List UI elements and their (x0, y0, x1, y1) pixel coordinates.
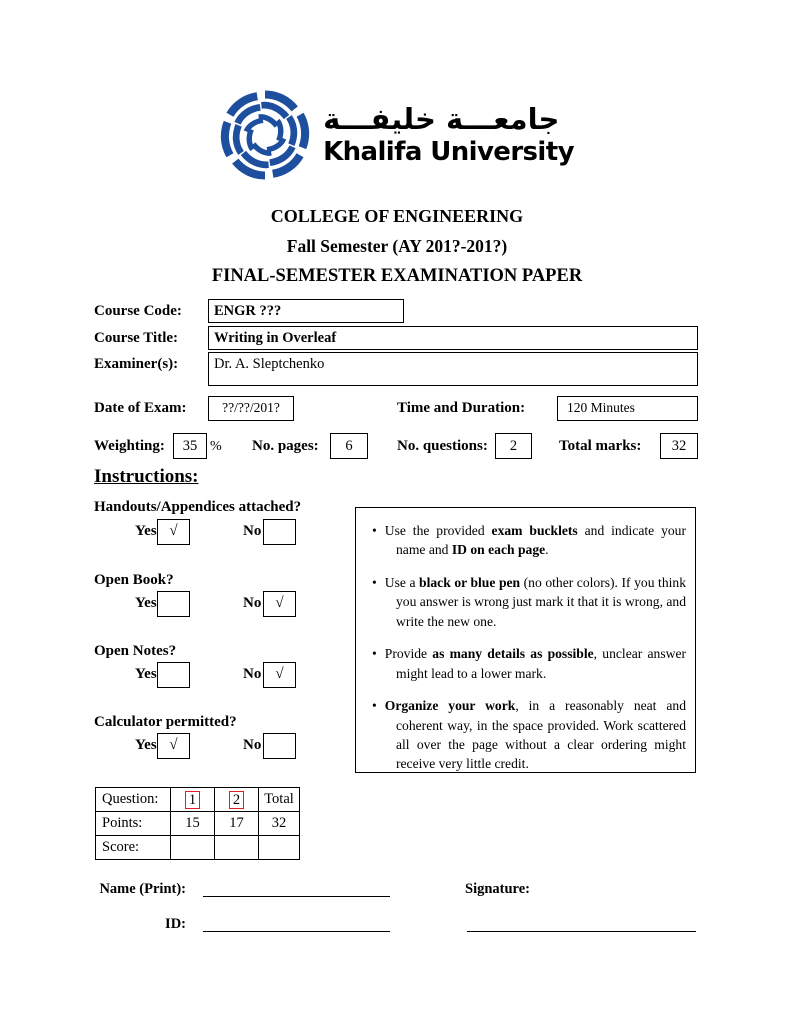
id-label: ID: (165, 916, 186, 932)
no-pages-label: No. pages: (252, 438, 319, 454)
points-total-cell: 32 (259, 812, 300, 836)
id-write-line (203, 915, 390, 932)
no-pages-field (330, 433, 368, 459)
weighting-label: Weighting: (94, 438, 165, 454)
date-of-exam-field (208, 396, 294, 421)
score-q1-cell (171, 836, 215, 860)
question-1-cell (171, 788, 215, 812)
instructions-heading: Instructions: (94, 466, 199, 487)
course-code-value: ENGR ??? (214, 303, 282, 319)
table-row (96, 812, 300, 836)
course-title-value: Writing in Overleaf (214, 330, 337, 346)
no-questions-label: No. questions: (397, 438, 488, 454)
open-book-no-checkbox: √ (263, 591, 296, 617)
time-duration-label: Time and Duration: (397, 400, 526, 416)
score-total-cell (259, 836, 300, 860)
calculator-no-checkbox (263, 733, 296, 759)
question-row-label: Question: (96, 788, 171, 812)
table-row (96, 836, 300, 860)
points-q2-cell: 17 (215, 812, 259, 836)
time-duration-value: 120 Minutes (567, 400, 635, 415)
score-row-label: Score: (96, 836, 171, 860)
course-code-field (208, 299, 404, 323)
exam-paper-title: FINAL-SEMESTER EXAMINATION PAPER (211, 266, 583, 286)
question-1-link[interactable]: 1 (185, 791, 200, 809)
handouts-yes-label: Yes (135, 523, 157, 539)
examiner-label: Examiner(s): (94, 356, 179, 372)
instruction-bullet (369, 521, 686, 560)
college-title: COLLEGE OF ENGINEERING (270, 206, 524, 226)
total-marks-field (660, 433, 698, 459)
bullet-text-segment: Organize your work (384, 698, 516, 714)
course-title-label: Course Title: (94, 330, 179, 346)
bullet-text-segment: and indicate your name and (396, 523, 686, 558)
bullet-dot-icon: • (372, 646, 377, 662)
question-2-cell (215, 788, 259, 812)
points-row-label: Points: (96, 812, 171, 836)
question-2-link[interactable]: 2 (229, 791, 244, 809)
total-marks-value: 32 (671, 438, 687, 454)
open-notes-yes-checkbox (157, 662, 190, 688)
semester-line: Fall Semester (AY 201?-201?) (286, 236, 508, 256)
bullet-dot-icon: • (372, 574, 377, 590)
logo-arabic-text: جامعـــة خليفـــة (323, 102, 560, 137)
bullet-dot-icon: • (372, 698, 377, 714)
no-pages-value: 6 (345, 438, 353, 454)
open-book-no-label: No (243, 595, 262, 611)
bullet-text-segment: Provide (384, 646, 433, 662)
weighting-field (173, 433, 207, 459)
document-header (0, 206, 794, 287)
signature-label: Signature: (465, 881, 530, 897)
bullet-text-segment: Use a (384, 574, 420, 590)
open-book-yes-checkbox (157, 591, 190, 617)
no-questions-field (495, 433, 532, 459)
instruction-bullet (369, 696, 686, 774)
open-book-yes-label: Yes (135, 595, 157, 611)
date-of-exam-value: ??/??/201? (222, 400, 280, 415)
total-marks-label: Total marks: (559, 438, 642, 454)
bullet-text-segment: , unclear answer might lead to a lower mark. (396, 646, 687, 681)
no-questions-value: 2 (509, 438, 518, 454)
handouts-no-label: No (243, 523, 262, 539)
handouts-yes-checkbox: √ (157, 519, 190, 545)
calculator-no-label: No (243, 737, 262, 753)
calculator-yes-checkbox: √ (157, 733, 190, 759)
bullet-text-segment: Use the provided (384, 523, 492, 538)
examiner-value: Dr. A. Sleptchenko (214, 356, 325, 372)
bullet-text-segment: black or blue pen (419, 574, 521, 590)
logo-wordmark (323, 103, 574, 167)
name-print-label: Name (Print): (99, 881, 186, 897)
score-q2-cell (215, 836, 259, 860)
open-notes-question: Open Notes? (94, 643, 177, 659)
calculator-yes-label: Yes (135, 737, 157, 753)
calculator-question: Calculator permitted? (94, 714, 237, 730)
name-write-line (203, 880, 390, 897)
bullet-text-segment: , in a reasonably neat and coherent way, in the space provided. Work scattered all over the page without a clear ordering might receive very little credit. (396, 698, 686, 772)
bullet-text-segment: exam bucklets (491, 523, 578, 538)
percent-sign: % (210, 439, 222, 454)
bullet-text-segment: ID on each page (451, 542, 546, 558)
total-header-cell: Total (259, 788, 300, 812)
logo-english-text: Khalifa University (323, 137, 574, 168)
bullet-dot-icon: • (372, 523, 377, 538)
handouts-no-checkbox (263, 519, 296, 545)
open-notes-no-checkbox: √ (263, 662, 296, 688)
bullet-text-segment: . (545, 542, 549, 558)
course-code-label: Course Code: (94, 303, 182, 319)
points-q1-cell: 15 (171, 812, 215, 836)
course-title-field (208, 326, 698, 350)
open-notes-yes-label: Yes (135, 666, 157, 682)
handouts-question: Handouts/Appendices attached? (94, 499, 302, 515)
open-notes-no-label: No (243, 666, 262, 682)
bullet-text-segment: (no other colors). If you think you answer is wrong just mark it that it is wrong, and write the new one. (396, 574, 686, 629)
khalifa-university-logo-icon (220, 90, 310, 180)
university-logo (0, 90, 794, 180)
bullet-text-segment: as many details as possible (432, 646, 594, 662)
examiner-field (208, 352, 698, 386)
time-duration-field (557, 396, 698, 421)
weighting-value: 35 (182, 438, 198, 454)
open-book-question: Open Book? (94, 572, 174, 588)
table-row (96, 788, 300, 812)
signature-write-line (467, 915, 696, 932)
date-of-exam-label: Date of Exam: (94, 400, 187, 416)
instruction-bullet (369, 573, 686, 631)
exam-rules-box (355, 507, 696, 773)
grade-table (95, 787, 300, 860)
instruction-bullet (369, 644, 686, 683)
